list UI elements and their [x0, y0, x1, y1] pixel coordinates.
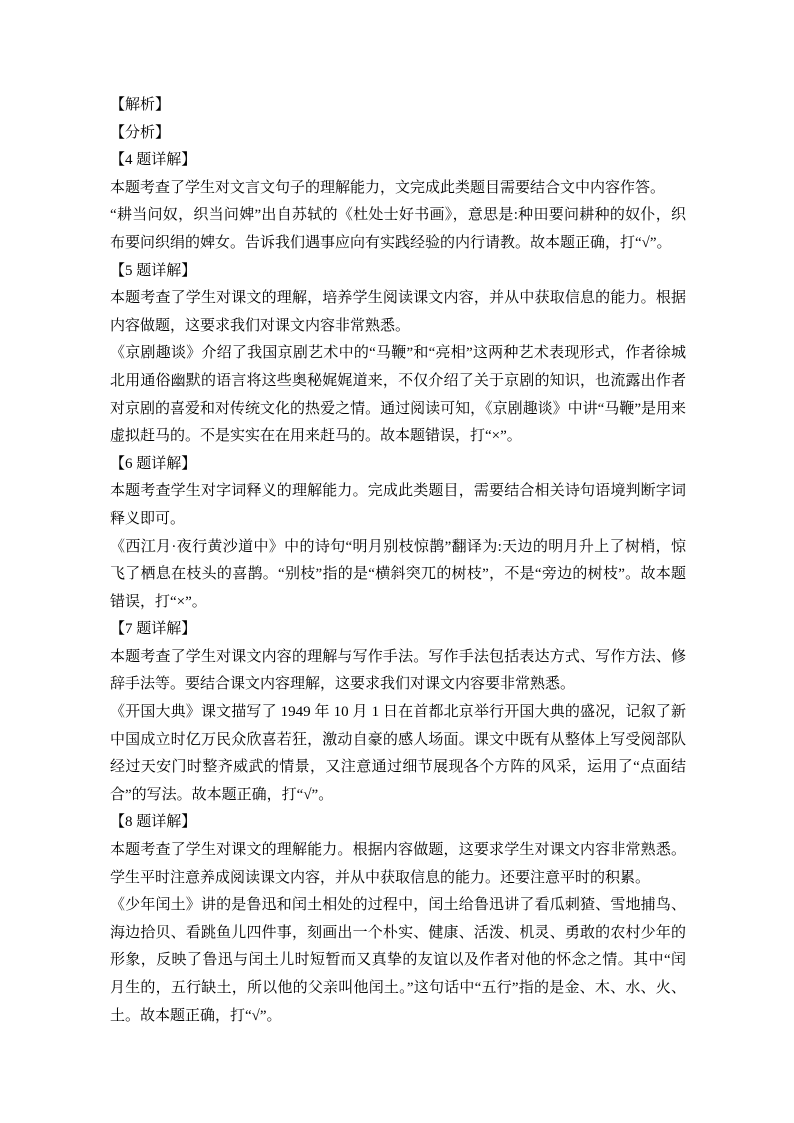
- paragraph: 本题考查了学生对课文的理解，培养学生阅读课文内容，并从中获取信息的能力。根据内容做题，这要求我们对课文内容非常熟悉。: [110, 290, 686, 334]
- section-q5: [110, 258, 686, 451]
- paragraph: 《开国大典》课文描写了 1949 年 10 月 1 日在首都北京举行开国大典的盛况，记叙了新中国成立时亿万民众欣喜若狂，激动自豪的感人场面。课文中既有从整体上写受阅部队经过天安门时整齐威武的情景，又注意通过细节展现各个方阵的风采，运用了“点面结合”的写法。故本题正确，打“√”。: [110, 704, 686, 803]
- section-jiexi: [110, 92, 686, 120]
- section-fenxi: [110, 120, 686, 148]
- section-heading: 【5 题详解】: [110, 262, 197, 279]
- paragraph: 本题考查了学生对课文内容的理解与写作手法。写作手法包括表达方式、写作方法、修辞手法等。要结合课文内容理解，这要求我们对课文内容要非常熟悉。: [110, 648, 686, 693]
- paragraph: 本题考查了学生对文言文句子的理解能力，文完成此类题目需要结合文中内容作答。: [110, 179, 666, 196]
- section-heading: 【6 题详解】: [110, 455, 197, 472]
- paragraph: 本题考查学生对字词释义的理解能力。完成此类题目，需要结合相关诗句语境判断字词释义即可。: [110, 483, 686, 527]
- paragraph: 《西江月·夜行黄沙道中》中的诗句“明月别枝惊鹊”翻译为:天边的明月升上了树梢，惊飞了栖息在枝头的喜鹊。“别枝”指的是“横斜突兀的树枝”，不是“旁边的树枝”。故本题错误，打“×”。: [110, 538, 686, 610]
- section-heading: 【8 题详解】: [110, 814, 197, 831]
- section-q6: [110, 451, 686, 617]
- paragraph: 《京剧趣谈》介绍了我国京剧艺术中的“马鞭”和“亮相”这两种艺术表现形式，作者徐城北用通俗幽默的语言将这些奥秘娓娓道来，不仅介绍了关于京剧的知识，也流露出作者对京剧的喜爱和对传统文化的热爱之情。通过阅读可知，《京剧趣谈》中讲“马鞭”是用来虚拟赶马的。不是实实在在用来赶马的。故本题错误，打“×”。: [110, 345, 686, 445]
- paragraph: 《少年闰土》讲的是鲁迅和闰土相处的过程中，闰土给鲁迅讲了看瓜刺猹、雪地捕鸟、海边拾贝、看跳鱼儿四件事，刻画出一个朴实、健康、活泼、机灵、勇敢的农村少年的形象，反映了鲁迅与闰土儿时短暂而又真挚的友谊以及作者对他的怀念之情。其中“闰月生的，五行缺土，所以他的父亲叫他闰土。”这句话中“五行”指的是金、木、水、火、土。故本题正确，打“√”。: [110, 897, 686, 1024]
- section-heading: 【7 题详解】: [110, 621, 197, 638]
- section-q8: [110, 809, 686, 1030]
- paragraph: “耕当问奴，织当问婢”出自苏轼的《杜处士好书画》，意思是:种田要问耕种的奴仆，织布要问织绢的婢女。告诉我们遇事应向有实践经验的内行请教。故本题正确，打“√”。: [110, 207, 686, 251]
- section-heading: 【分析】: [110, 124, 171, 141]
- section-heading: 【解析】: [110, 97, 171, 113]
- paragraph: 本题考查了学生对课文的理解能力。根据内容做题，这要求学生对课文内容非常熟悉。学生平时注意养成阅读课文内容，并从中获取信息的能力。还要注意平时的积累。: [110, 842, 686, 886]
- section-q7: [110, 616, 686, 809]
- section-q4: [110, 147, 686, 257]
- section-heading: 【4 题详解】: [110, 152, 197, 169]
